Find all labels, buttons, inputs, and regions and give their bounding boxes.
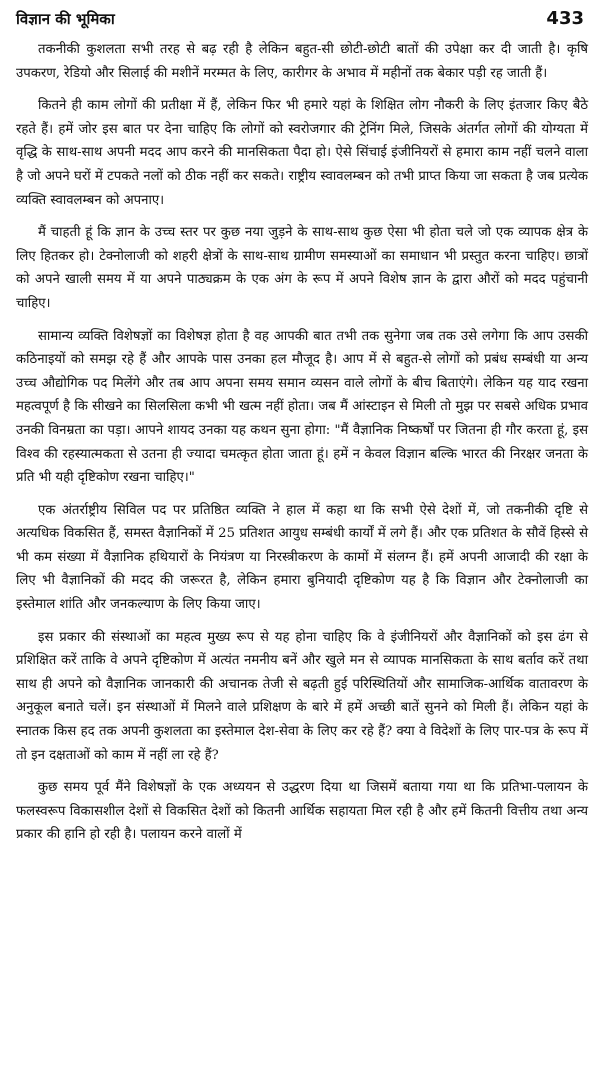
page-number: 433 [546, 8, 584, 29]
paragraph: इस प्रकार की संस्थाओं का महत्व मुख्य रूप से यह होना चाहिए कि वे इंजीनियरों और वैज्ञानिकों को इस ढंग से प्रशिक्षित करें ताकि वे अपने दृष्टिकोण में अत्यंत नमनीय बनें और खुले मन से व्यापक मानसिकता के साथ बर्ताव करें तथा साथ ही अपने को वैज्ञानिक जानकारी की अचानक तेजी से बढ़ती हुई परिस्थितियों और सामाजिक-आर्थिक वातावरण के अनुकूल बनाते चलें। इन संस्थाओं में मिलने वाले प्रशिक्षण के बारे में हमें अच्छी बातें सुनने को मिली हैं। लेकिन यहां के स्नातक किस हद तक अपनी कुशलता का इस्तेमाल देश-सेवा के लिए कर रहे हैं? क्या वे विदेशों के लिए पार-पत्र के रूप में तो इन दक्षताओं को काम में नहीं ला रहे हैं? [16, 629, 588, 763]
paragraph: एक अंतर्राष्ट्रीय सिविल पद पर प्रतिष्ठित व्यक्ति ने हाल में कहा था कि सभी ऐसे देशों में, जो तकनीकी दृष्टि से अत्यधिक विकसित हैं, समस्त वैज्ञानिकों में 25 प्रतिशत आयुध सम्बंधी कार्यों में लगे हैं। और एक प्रतिशत के सौवें हिस्से से भी कम संख्या में वैज्ञानिक हथियारों के नियंत्रण या निरस्त्रीकरण के कामों में संलग्न हैं। हमें अपनी आजादी की रक्षा के लिए भी वैज्ञानिकों की मदद की जरूरत है, लेकिन हमारा बुनियादी दृष्टिकोण यह है कि विज्ञान और टेक्नोलाजी का इस्तेमाल शांति और जनकल्याण के लिए किया जाए। [16, 502, 588, 613]
paragraph: तकनीकी कुशलता सभी तरह से बढ़ रही है लेकिन बहुत-सी छोटी-छोटी बातों की उपेक्षा कर दी जाती है। कृषि उपकरण, रेडियो और सिलाई की मशीनें मरम्मत के लिए, कारीगर के अभाव में महीनों तक बेकार पड़ी रह जाती हैं। [16, 42, 588, 81]
paragraph: सामान्य व्यक्ति विशेषज्ञों का विशेषज्ञ होता है वह आपकी बात तभी तक सुनेगा जब तक उसे लगेगा कि आप उसकी कठिनाइयों को समझ रहे हैं और आपके पास उनका हल मौजूद है। आप में से बहुत-से लोगों को प्रबंध सम्बंधी या अन्य उच्च औद्योगिक पद मिलेंगे और तब आप अपना समय समान व्यसन वाले लोगों के बीच बिताएंगे। लेकिन यह याद रखना महत्वपूर्ण है कि सीखने का सिलसिला कभी भी खत्म नहीं होता। जब मैं आंस्टाइन से मिली तो मुझ पर सबसे अधिक प्रभाव उनकी विनम्रता का पड़ा। आपने शायद उनका यह कथन सुना होगा: "मैं वैज्ञानिक निष्कर्षों पर जितना ही गौर करता हूं, इस विश्व की रहस्यात्मकता से उतना ही ज्यादा चमत्कृत होता जाता हूं। हमें न केवल विज्ञान बल्कि भारत की निरक्षर जनता के प्रति भी यही दृष्टिकोण रखना चाहिए।" [16, 328, 588, 486]
chapter-title: विज्ञान की भूमिका [16, 10, 115, 28]
running-header [16, 8, 588, 38]
paragraph: कितने ही काम लोगों की प्रतीक्षा में हैं, लेकिन फिर भी हमारे यहां के शिक्षित लोग नौकरी के लिए इंतजार किए बैठे रहते हैं। हमें जोर इस बात पर देना चाहिए कि लोगों को स्वरोजगार की ट्रेनिंग मिले, जिसके अंतर्गत लोगों की योग्यता में वृद्धि के साथ-साथ अपनी मदद आप करने की मानसिकता पैदा हो। ऐसे सिंचाई इंजीनियरों से हमारा काम नहीं चलने वाला है जो अपने घरों में टपकते नलों को ठीक नहीं कर सकते। राष्ट्रीय स्वावलम्बन को तभी प्राप्त किया जा सकता है जब प्रत्येक व्यक्ति स्वावलम्बन को अपनाए। [16, 98, 588, 208]
paragraph: मैं चाहती हूं कि ज्ञान के उच्च स्तर पर कुछ नया जुड़ने के साथ-साथ कुछ ऐसा भी होता चले जो एक व्यापक क्षेत्र के लिए हितकर हो। टेक्नोलाजी को शहरी क्षेत्रों के साथ-साथ ग्रामीण समस्याओं का समाधान भी प्रस्तुत करना चाहिए। छात्रों को अपने खाली समय में या अपने पाठ्यक्रम के एक अंग के रूप में अपने विशेष ज्ञान के द्वारा औरों को मदद पहुंचानी चाहिए। [16, 225, 588, 311]
body-text [16, 38, 588, 847]
paragraph: कुछ समय पूर्व मैंने विशेषज्ञों के एक अध्ययन से उद्धरण दिया था जिसमें बताया गया था कि प्रतिभा-पलायन के फलस्वरूप विकासशील देशों से विकसित देशों को कितनी आर्थिक सहायता मिल रही है और हमें कितनी वित्तीय तथा अन्य प्रकार की हानि हो रही है। पलायन करने वालों में [16, 780, 588, 843]
